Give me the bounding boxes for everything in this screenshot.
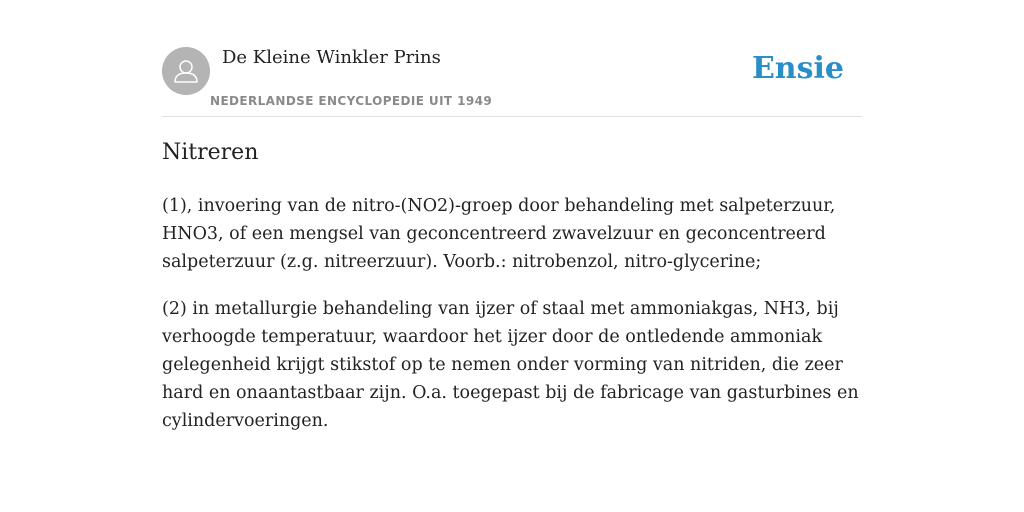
source-name[interactable]: De Kleine Winkler Prins	[222, 47, 441, 68]
brand-logo[interactable]: Ensie	[751, 51, 844, 86]
article-body	[162, 192, 862, 454]
user-avatar-icon[interactable]	[162, 47, 210, 95]
source-header	[162, 46, 862, 117]
article-paragraph: (2) in metallurgie behandeling van ijzer of staal met ammoniakgas, NH3, bij verhoogde temperatuur, waardoor het ijzer door de ontledende ammoniak gelegenheid krijgt stikstof op te nemen onder vorming van nitriden, die zeer hard en onaantastbaar zijn. O.a. toegepast bij de fabricage van gasturbines en cylindervoeringen.	[162, 299, 859, 431]
article-paragraph: (1), invoering van de nitro-(NO2)-groep door behandeling met salpeterzuur, HNO3, of een mengsel van geconcentreerd zwavelzuur en geconcentreerd salpeterzuur (z.g. nitreerzuur). Voorb.: nitrobenzol, nitro-glycerine;	[162, 196, 836, 272]
article-title: Nitreren	[162, 140, 259, 165]
source-subtitle: NEDERLANDSE ENCYCLOPEDIE UIT 1949	[210, 94, 493, 108]
